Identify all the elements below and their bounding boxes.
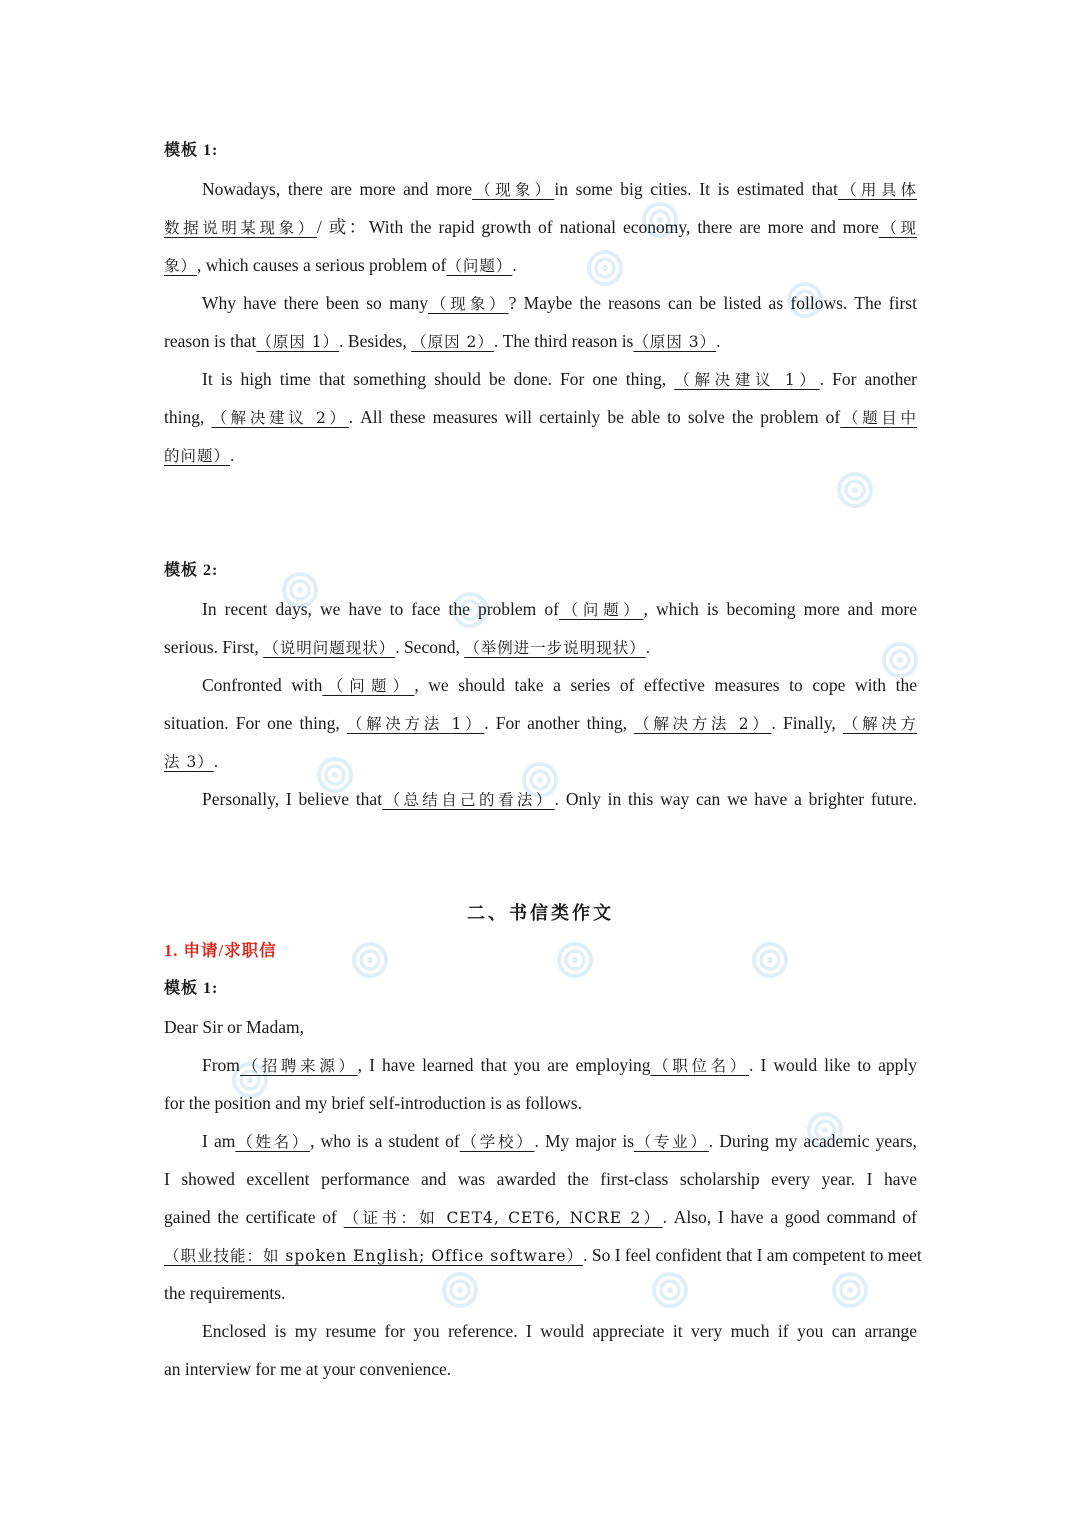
t1-line-5: reason is that（原因 1）. Besides, （原因 2）. The third reason is（原因 3）. [164, 331, 721, 351]
letter-line-4: I showed excellent performance and was awarded the first-class scholarship every year. I have [164, 1169, 917, 1189]
section-title: 二、书信类作文 [467, 903, 614, 923]
letter-line-7: the requirements. [164, 1283, 286, 1303]
letter-line-8: Enclosed is my resume for you reference. I would appreciate it very much if you can arrange [202, 1321, 917, 1341]
t2-line-3: Confronted with（问题）, we should take a series of effective measures to cope with the [202, 675, 917, 695]
letter-template-label: 模板 1: [164, 980, 219, 997]
letter-line-3: I am（姓名）, who is a student of（学校）. My major is（专业）. During my academic years, [202, 1131, 917, 1151]
t1-line-4: Why have there been so many（现象）? Maybe the reasons can be listed as follows. The first [202, 293, 917, 313]
t2-line-1: In recent days, we have to face the problem of（问题）, which is becoming more and more [202, 599, 917, 619]
template-2-label: 模板 2: [164, 562, 219, 579]
template-1-label: 模板 1: [164, 142, 219, 159]
letter-line-2: for the position and my brief self-introduction is as follows. [164, 1093, 582, 1113]
blank-phenomenon: （现象） [472, 181, 555, 199]
t2-line-5: 法 3）. [164, 751, 219, 771]
t1-line-6: It is high time that something should be done. For one thing, （解决建议 1）. For another [202, 369, 917, 389]
letter-line-9: an interview for me at your convenience. [164, 1359, 452, 1379]
t1-line-1: Nowadays, there are more and more（现象）in some big cities. It is estimated that（用具体 [202, 179, 917, 199]
watermark-logo-icon [835, 470, 875, 510]
t1-line-3: 象）, which causes a serious problem of（问题）. [164, 255, 517, 275]
subsection-title: 1. 申请/求职信 [164, 941, 277, 960]
t2-line-6: Personally, I believe that（总结自己的看法）. Only in this way can we have a brighter future. [202, 789, 917, 809]
t1-line-8: 的问题）. [164, 445, 235, 465]
t1-line-7: thing, （解决建议 2）. All these measures will certainly be able to solve the problem of（题目中 [164, 407, 917, 427]
t2-line-4: situation. For one thing, （解决方法 1）. For another thing, （解决方法 2）. Finally, （解决方 [164, 713, 917, 733]
t1-line-2: 数据说明某现象）/ 或：With the rapid growth of national economy, there are more and more（现 [164, 217, 917, 237]
letter-line-1: From（招聘来源）, I have learned that you are employing（职位名）. I would like to apply [202, 1055, 917, 1075]
letter-line-5: gained the certificate of （证书：如 CET4, CET6, NCRE 2）. Also, I have a good command of [164, 1207, 917, 1227]
t2-line-2: serious. First, （说明问题现状）. Second, （举例进一步说明现状）. [164, 637, 651, 657]
letter-greeting: Dear Sir or Madam, [164, 1017, 304, 1037]
blank-data: （用具体 [837, 181, 917, 199]
letter-line-6: （职业技能：如 spoken English; Office software）. So I feel confident that I am competent to meet [164, 1245, 922, 1265]
